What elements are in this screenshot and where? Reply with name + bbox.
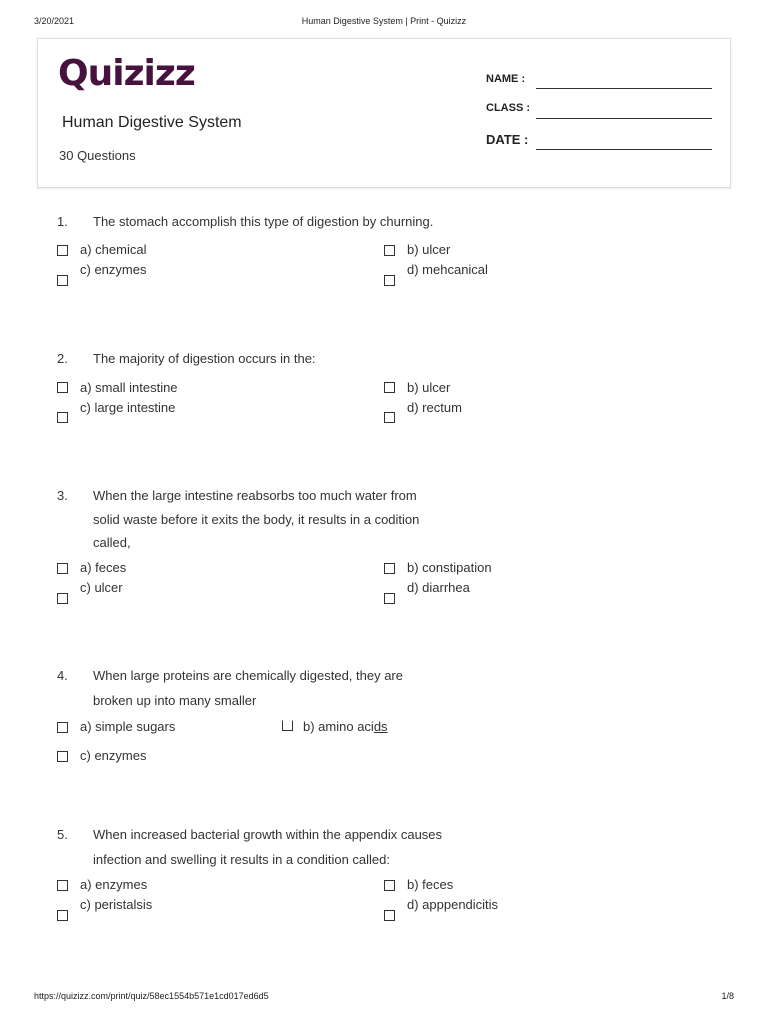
option-d: d) mehcanical xyxy=(407,262,488,277)
checkbox-a[interactable] xyxy=(57,563,68,574)
name-line[interactable] xyxy=(536,87,712,89)
checkbox-a[interactable] xyxy=(57,382,68,393)
quizizz-logo: Quizizz xyxy=(58,53,195,94)
question-text-line: solid waste before it exits the body, it results in a codition xyxy=(93,511,420,527)
print-footer xyxy=(0,991,768,1005)
question-number: 1. xyxy=(57,214,68,229)
option-c: c) large intestine xyxy=(80,400,176,415)
question-count: 30 Questions xyxy=(59,148,136,163)
option-d: d) rectum xyxy=(407,400,462,415)
option-a: a) small intestine xyxy=(80,380,178,395)
option-a: a) simple sugars xyxy=(80,719,176,734)
checkbox-c[interactable] xyxy=(57,593,68,604)
name-label: NAME : xyxy=(486,73,526,85)
page-number: 1/8 xyxy=(721,991,734,1001)
question-text xyxy=(93,823,442,871)
checkbox-a[interactable] xyxy=(57,722,68,733)
option-b: b) ulcer xyxy=(407,380,451,395)
checkbox-d[interactable] xyxy=(384,412,395,423)
option-a: a) feces xyxy=(80,560,127,575)
checkbox-a[interactable] xyxy=(57,245,68,256)
option-d: d) apppendicitis xyxy=(407,897,499,912)
checkbox-c[interactable] xyxy=(57,412,68,423)
option-a: a) enzymes xyxy=(80,877,148,892)
question-number: 3. xyxy=(57,488,68,503)
date-label: DATE : xyxy=(486,132,529,147)
option-c: c) peristalsis xyxy=(80,897,153,912)
checkbox-b[interactable] xyxy=(384,382,395,393)
quiz-title: Human Digestive System xyxy=(62,114,242,131)
option-b-text-tail: ds xyxy=(373,719,388,734)
option-c: c) enzymes xyxy=(80,262,147,277)
checkbox-c[interactable] xyxy=(57,910,68,921)
question-text-line: When large proteins are chemically digested, they are xyxy=(93,668,403,683)
print-url[interactable]: https://quizizz.com/print/quiz/58ec1554b571e1cd017ed6d5 xyxy=(34,991,269,1001)
option-b xyxy=(303,719,388,734)
option-d: d) diarrhea xyxy=(407,580,470,595)
question-text: The majority of digestion occurs in the: xyxy=(93,351,316,366)
option-b: b) ulcer xyxy=(407,242,451,257)
checkbox-d[interactable] xyxy=(384,910,395,921)
print-header xyxy=(0,16,768,30)
question-text-line: broken up into many smaller xyxy=(93,692,257,708)
class-line[interactable] xyxy=(536,117,712,119)
checkbox-c[interactable] xyxy=(57,751,68,762)
class-field xyxy=(486,102,530,114)
question-text: The stomach accomplish this type of digestion by churning. xyxy=(93,214,434,229)
question-text-line: When the large intestine reabsorbs too much water from xyxy=(93,488,417,503)
date-field xyxy=(486,132,528,147)
question-text-line: called, xyxy=(93,535,131,550)
option-b: b) feces xyxy=(407,877,454,892)
question-number: 2. xyxy=(57,351,68,366)
question-number: 5. xyxy=(57,827,68,842)
option-c: c) ulcer xyxy=(80,580,123,595)
name-field xyxy=(486,73,525,85)
checkbox-c[interactable] xyxy=(57,275,68,286)
question-text xyxy=(93,484,466,555)
checkbox-d[interactable] xyxy=(384,593,395,604)
question-text xyxy=(93,664,403,712)
option-b-text: b) amino aci xyxy=(303,719,374,734)
print-title: Human Digestive System | Print - Quizizz xyxy=(301,16,467,26)
option-c: c) enzymes xyxy=(80,748,147,763)
print-date: 3/20/2021 xyxy=(34,16,75,26)
question-number: 4. xyxy=(57,668,68,683)
option-b: b) constipation xyxy=(407,560,492,575)
checkbox-d[interactable] xyxy=(384,275,395,286)
checkbox-a[interactable] xyxy=(57,880,68,891)
checkbox-b[interactable] xyxy=(384,563,395,574)
class-label: CLASS : xyxy=(486,102,530,114)
checkbox-b[interactable] xyxy=(282,720,293,731)
checkbox-b[interactable] xyxy=(384,880,395,891)
date-line[interactable] xyxy=(536,148,712,150)
question-text-line: infection and swelling it results in a condition called: xyxy=(93,851,391,867)
option-a: a) chemical xyxy=(80,242,147,257)
checkbox-b[interactable] xyxy=(384,245,395,256)
question-text-line: When increased bacterial growth within the appendix causes xyxy=(93,827,443,842)
quiz-header-card xyxy=(37,38,731,188)
